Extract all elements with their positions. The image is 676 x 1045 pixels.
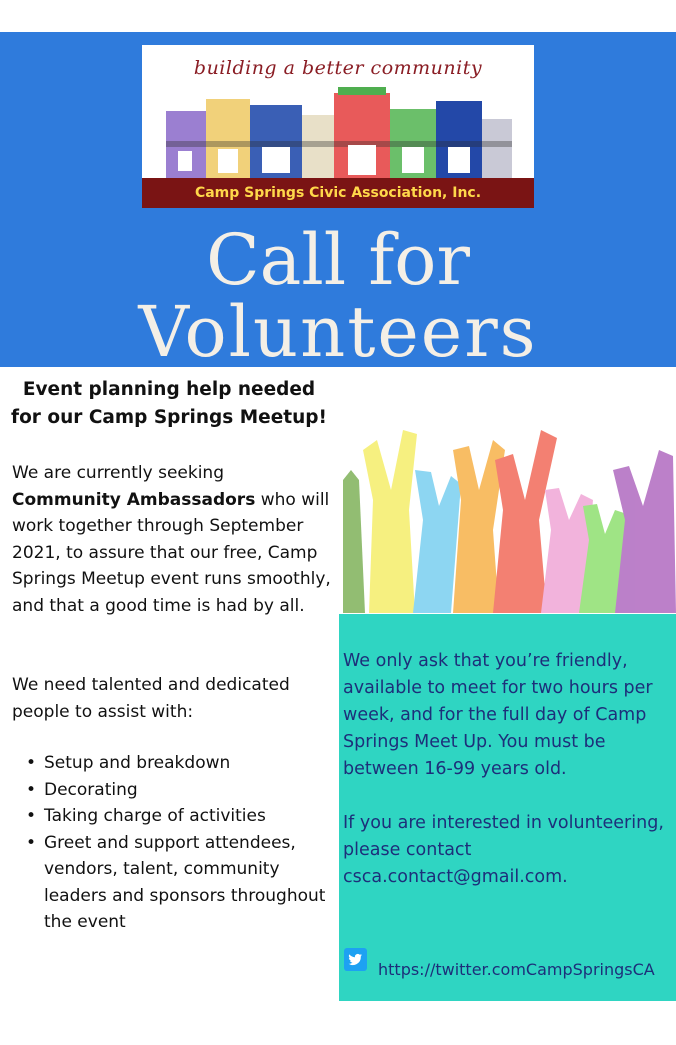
lead-line-1: Event planning help needed (22, 379, 316, 400)
title-line-1: Call for (206, 219, 470, 301)
association-logo (142, 45, 534, 208)
list-item: • Setup and breakdown (12, 750, 338, 777)
requirements-paragraph: We only ask that you’re friendly, available to meet for two hours per week, and for the full day of Camp Springs Meet Up. You must be between 16-99 years old. (343, 651, 653, 779)
title-line-2: Volunteers (138, 291, 538, 373)
raised-hands-image (343, 410, 676, 613)
logo-org-name: Camp Springs Civic Association, Inc. (142, 178, 534, 208)
contact-paragraph: If you are interested in volunteering, please contact csca.contact@gmail.com. (343, 813, 664, 887)
list-item: • Taking charge of activities (12, 803, 338, 830)
lead-line-2: for our Camp Springs Meetup! (11, 407, 327, 428)
twitter-link[interactable]: https://twitter.comCampSpringsCA (378, 960, 655, 979)
intro-bold: Community Ambassadors (12, 489, 256, 510)
storefronts-illustration (158, 85, 518, 183)
task-list (12, 750, 338, 936)
need-paragraph: We need talented and dedicated people to assist with: (12, 675, 290, 722)
logo-tagline: building a better community (193, 57, 483, 79)
list-item: • Greet and support attendees, vendors, talent, community leaders and sponsors throughout the event (12, 830, 338, 936)
twitter-icon[interactable] (344, 948, 367, 971)
intro-paragraph (12, 460, 338, 619)
intro-pre: We are currently seeking (12, 463, 224, 483)
intro-post: who will work together through September 2021, to assure that our free, Camp Springs Meetup event runs smoothly, and that a good time is had by all. (12, 489, 331, 616)
lead-heading (0, 376, 338, 432)
list-item: • Decorating (12, 777, 338, 804)
